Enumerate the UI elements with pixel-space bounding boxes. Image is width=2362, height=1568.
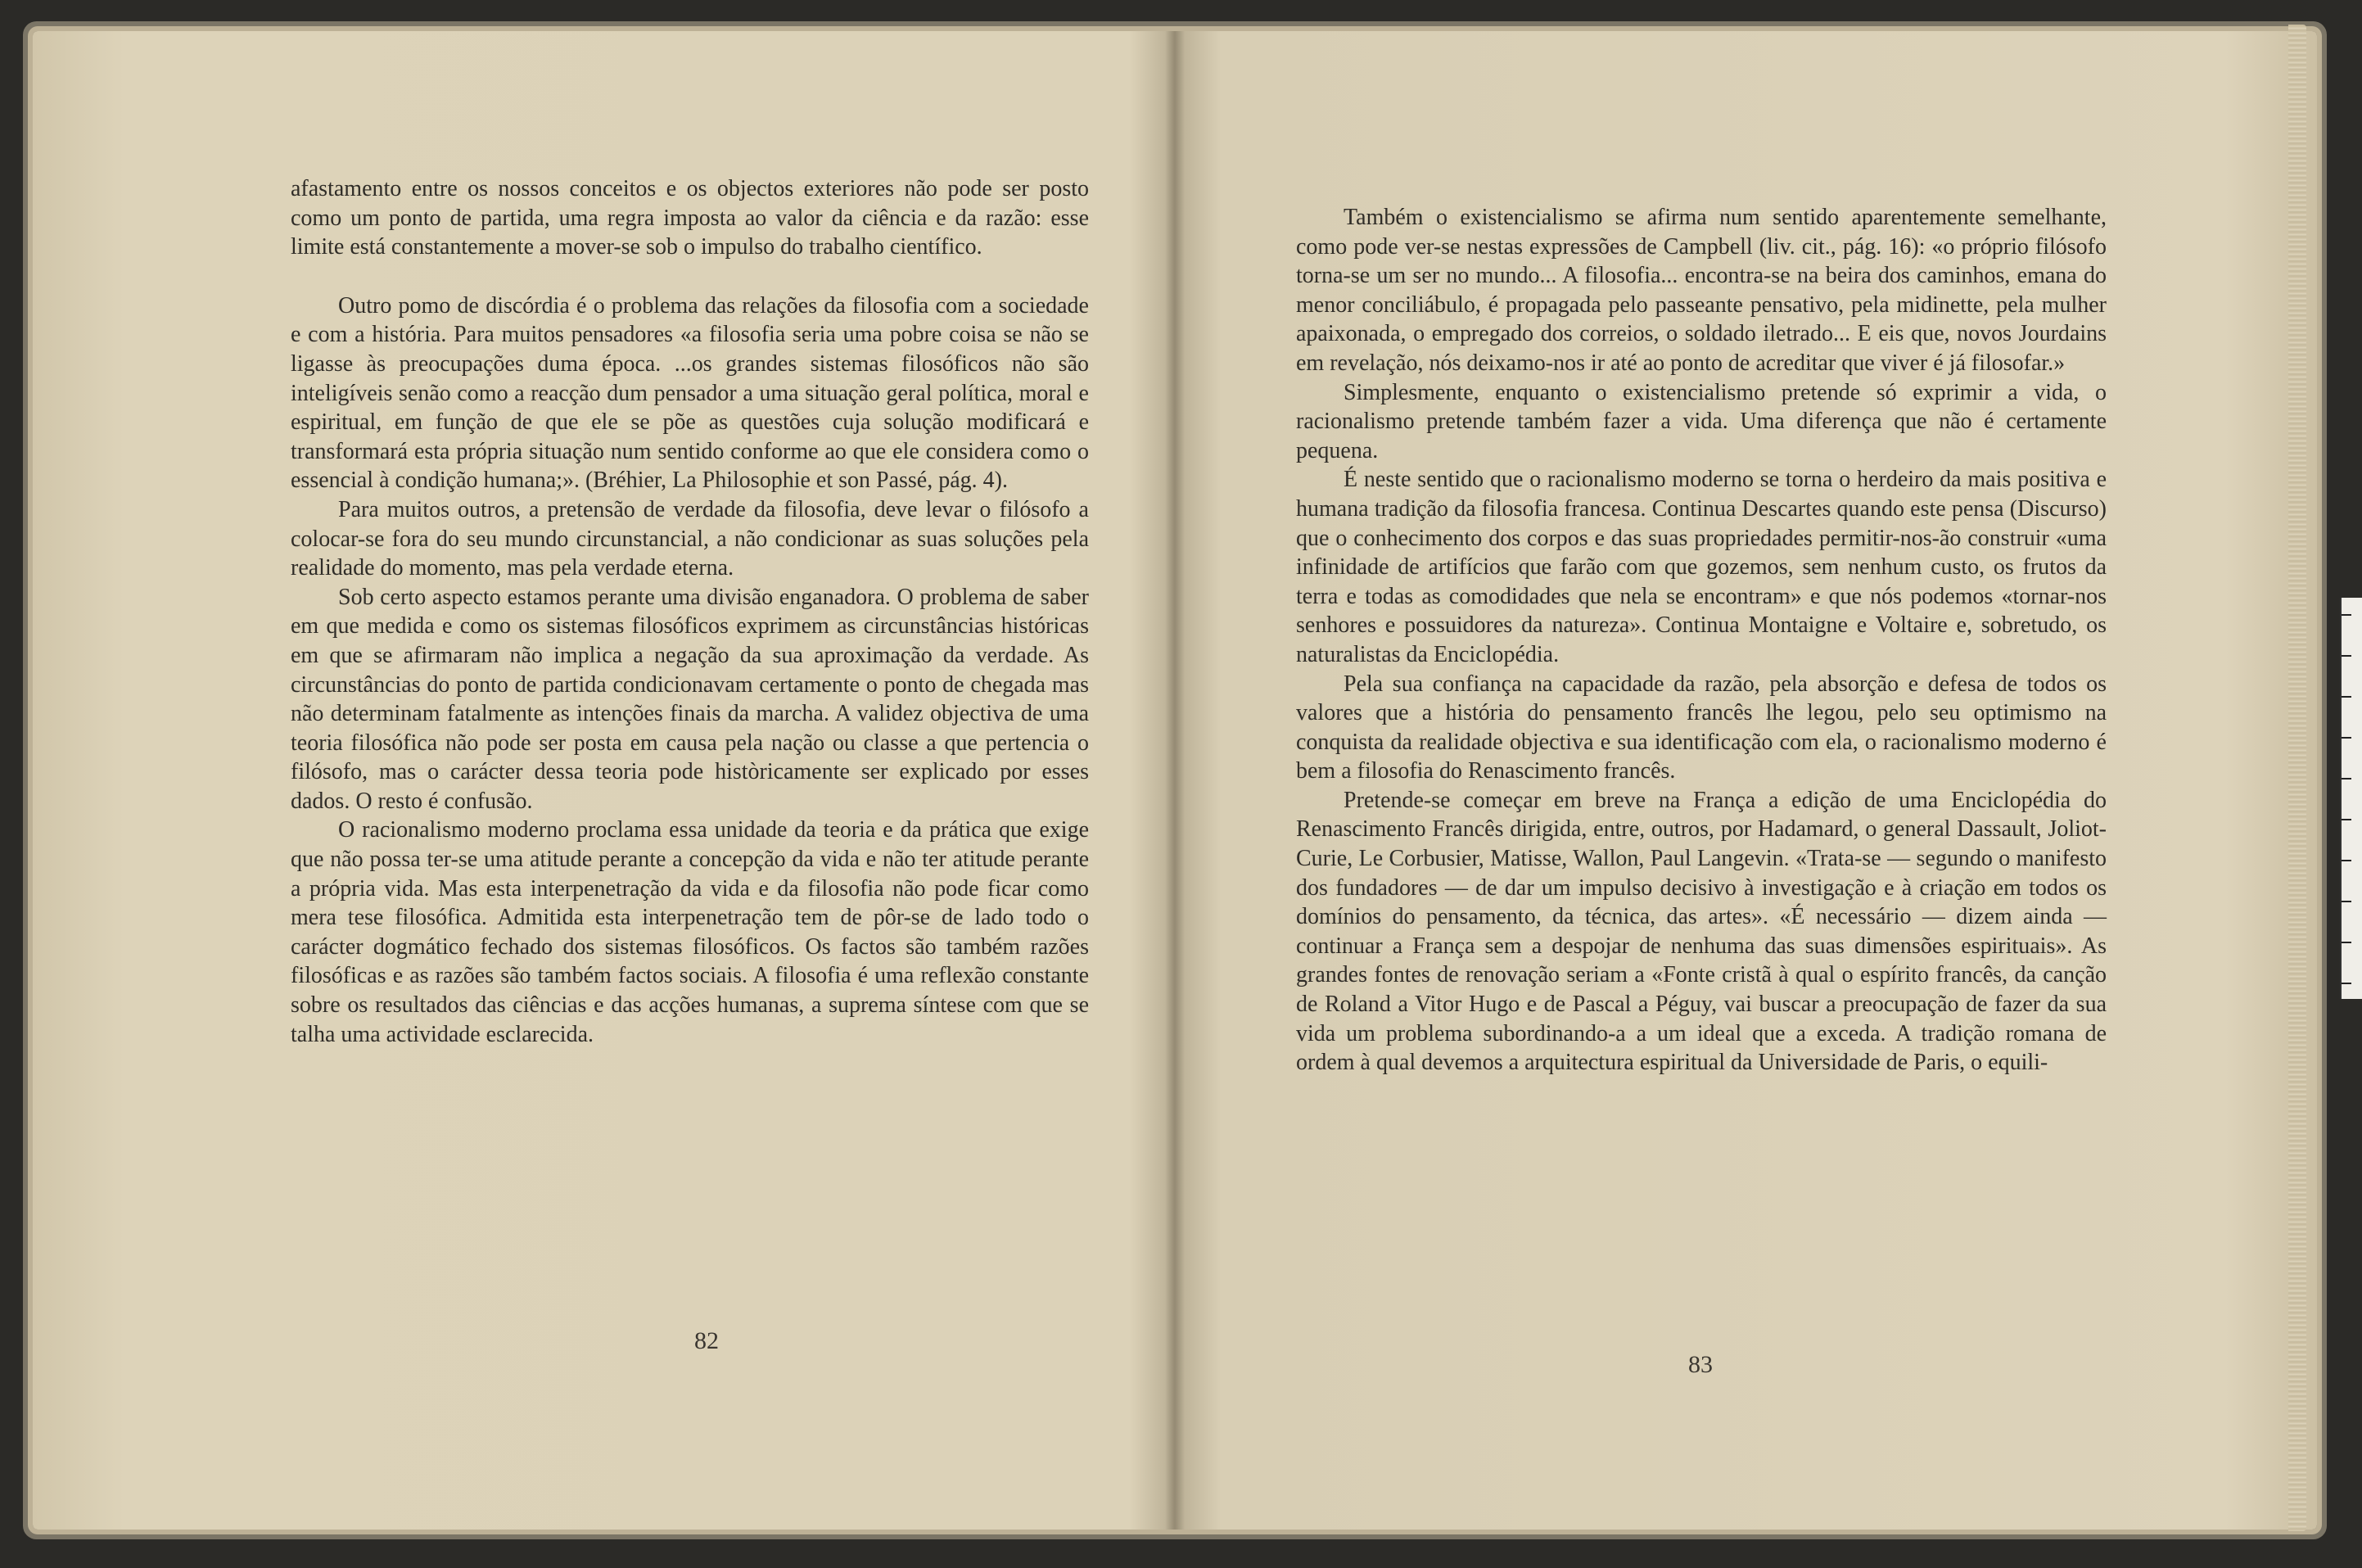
right-page — [1175, 31, 2317, 1530]
right-paragraph-1: Também o existencialismo se afirma num sentido aparentemente semelhante, como pode ver-se nestas expressões de Campbell (liv. cit., pág. 16): «o próprio filósofo torna-se um ser no mundo... A filosofia... encontra-se na beira dos caminhos, emana do menor conciliábulo, é propagada pelo passeante pensativo, pela midinette, pela mulher apaixonada, o empregado dos correios, o soldado iletrado... E eis que, novos Jourdains em revelação, nós deixamo-nos ir até ao ponto de acreditar que viver é já filosofar.» — [1296, 205, 2107, 376]
left-paragraph-4: Sob certo aspecto estamos perante uma divisão enganadora. O problema de saber em que medida e como os sistemas filosóficos exprimem as circunstâncias históricas em que se afirmaram não implica a negação da sua aproximação da verdade. As circunstâncias do ponto de partida condicionavam certamente o ponto de chegada mas não determinam fatalmente as intenções finais da marcha. A validez objectiva de uma teoria filosófica não pode ser posta em causa pela nação ou classe a que pertencia o filósofo, mas o carácter dessa teoria pode històricamente ser explicado por esses dados. O resto é confusão. — [291, 584, 1089, 814]
ruler-tick — [2342, 983, 2351, 984]
scale-ruler — [2340, 598, 2362, 999]
ruler-tick — [2342, 860, 2351, 861]
left-page-text — [291, 174, 1089, 1049]
ruler-tick — [2342, 614, 2351, 616]
left-paragraph-1: afastamento entre os nossos conceitos e os objectos exteriores não pode ser posto como um ponto de partida, uma regra imposta ao valor da ciência e da razão: esse limite está constantemente a mover-se sob o impulso do trabalho científico. — [291, 176, 1089, 260]
page-edges — [2288, 25, 2306, 1531]
ruler-tick — [2342, 737, 2351, 739]
right-paragraph-5: Pretende-se começar em breve na França a edição de uma Enciclopédia do Renascimento Francês dirigida, entre, outros, por Hadamard, o general Dassault, Joliot-Curie, Le Corbusier, Matisse, Wallon, Paul Langevin. «Trata-se — segundo o manifesto dos fundadores — de dar um impulso decisivo à investigação e à criação em todos os domínios do pensamento, da técnica, das artes». «É necessário — dizem ainda — continuar a França sem a despojar de nenhuma das suas dimensões espirituais». As grandes fontes de renovação seriam a «Fonte cristã à qual o espírito francês, da canção de Roland a Vitor Hugo e de Pascal a Péguy, vai buscar a preocupação de fazer da sua vida um problema subordinando-a a um ideal que a exceda. A tradição romana de ordem à qual devemos a arquitectura espiritual da Universidade de Paris, o equili- — [1296, 787, 2107, 1076]
left-paragraph-2: Outro pomo de discórdia é o problema das relações da filosofia com a sociedade e com a história. Para muitos pensadores «a filosofia seria uma pobre coisa se não se ligasse às preocupações duma época. ...os grandes sistemas filosóficos não são inteligíveis senão como a reacção dum pensador a uma situação geral política, moral e espiritual, em função de que ele se põe as questões cuja solução modificará e transformará esta própria situação num sentido conforme ao que ele considera como o essencial à condição humana;». (Bréhier, La Philosophie et son Passé, pág. 4). — [291, 292, 1089, 494]
right-page-number: 83 — [1688, 1351, 1713, 1378]
right-paragraph-2: Simplesmente, enquanto o existencialismo pretende só exprimir a vida, o racionalismo pretende também fazer a vida. Uma diferença que não é certamente pequena. — [1296, 379, 2107, 463]
left-paragraph-5: O racionalismo moderno proclama essa unidade da teoria e da prática que exige que não possa ter-se uma atitude perante a concepção da vida e não ter atitude perante a própria vida. Mas esta interpenetração da vida e da filosofia não pode ficar como mera tese filosófica. Admitida esta interpenetração tem de pôr-se de lado todo o carácter dogmático fechado dos sistemas filosóficos. Os factos são também razões filosóficas e as razões são também factos sociais. A filosofia é uma reflexão constante sobre os resultados das ciências e das acções humanas, a suprema síntese com que se talha uma actividade esclarecida. — [291, 817, 1089, 1047]
left-page — [33, 31, 1175, 1530]
right-paragraph-4: Pela sua confiança na capacidade da razão, pela absorção e defesa de todos os valores que a história do pensamento francês lhe legou, pelo seu optimismo na conquista da realidade objectiva e sua identificação com ela, o racionalismo moderno é bem a filosofia do Renascimento francês. — [1296, 671, 2107, 784]
right-page-text — [1296, 203, 2107, 1078]
ruler-tick — [2342, 901, 2351, 902]
ruler-tick — [2342, 696, 2351, 698]
ruler-tick — [2342, 778, 2351, 779]
open-book-spread — [33, 31, 2317, 1530]
ruler-tick — [2342, 655, 2351, 657]
right-paragraph-3: É neste sentido que o racionalismo moderno se torna o herdeiro da mais positiva e humana tradição da filosofia francesa. Continua Descartes quando este pensa (Discurso) que o conhecimento dos corpos e das suas propriedades permitir-nos-ão construir «uma infinidade de artifícios que farão com que gozemos, sem nenhum custo, os frutos da terra e todas as comodidades que nela se encontram» e que nós podemos «tornar-nos senhores e possuidores da natureza». Continua Montaigne e Voltaire e, sobretudo, os naturalistas da Enciclopédia. — [1296, 467, 2107, 667]
left-page-number: 82 — [694, 1327, 719, 1354]
ruler-tick — [2342, 942, 2351, 943]
left-paragraph-3: Para muitos outros, a pretensão de verdade da filosofia, deve levar o filósofo a colocar-se fora do seu mundo circunstancial, a não condicionar as suas soluções pela realidade do momento, mas pela verdade eterna. — [291, 496, 1089, 581]
ruler-tick — [2342, 819, 2351, 820]
